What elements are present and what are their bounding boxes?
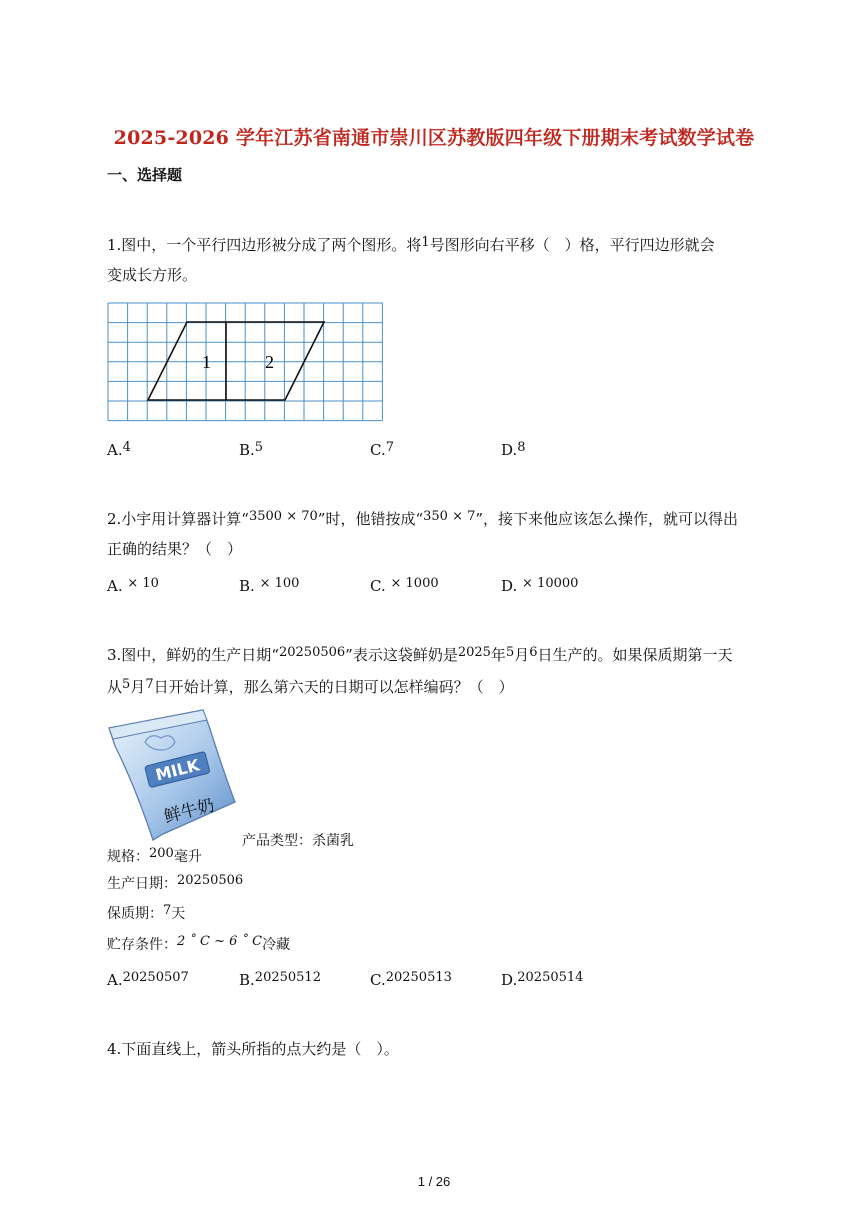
q2-option-a[interactable]: A. $^{\times 10}$ — [107, 576, 159, 595]
figure-label-2: 2 — [265, 352, 274, 372]
page-number: 1 / 26 — [417, 1174, 451, 1189]
shelf-life-line: 保质期：7天 — [107, 903, 186, 922]
q2-option-d[interactable]: D. $^{\times 10000}$ — [501, 576, 579, 595]
q3-option-d[interactable]: D.$^{20250514}$ — [501, 970, 584, 989]
milk-label-text: 鲜牛奶 — [162, 795, 217, 828]
figure-label-1: 1 — [202, 352, 211, 372]
production-date-line: 生产日期：20250506 — [107, 873, 244, 892]
page-title: 2025-2026 学年江苏省南通市崇川区苏教版四年级下册期末考试数学试卷 — [113, 127, 755, 149]
q1-option-c[interactable]: C.$^7$ — [370, 440, 394, 459]
q2-option-b[interactable]: B. $^{\times 100}$ — [239, 576, 300, 595]
parallelogram-shape — [148, 322, 324, 400]
q2-option-c[interactable]: C. $^{\times 1000}$ — [370, 576, 439, 595]
question-3-text: 3.图中，鲜奶的生产日期“20250506”表示这袋鲜奶是2025年5月6日生产的。如果保质期第一天 从5月7日开始计算，那么第六天的日期可以怎样编码？（ ） — [107, 645, 733, 696]
q1-option-a[interactable]: A.$^4$ — [107, 440, 131, 459]
storage-line: 贮存条件：2 ˚ C ~ 6 ˚ C冷藏 — [107, 934, 291, 953]
q1-option-d[interactable]: D.$^8$ — [501, 440, 526, 459]
milk-pack-image — [105, 706, 240, 841]
q1-option-b[interactable]: B.$^5$ — [239, 440, 264, 459]
spec-line: 规格：200毫升 — [107, 846, 202, 865]
question-2-text: 2.小宇用计算器计算“3500 × 70”时，他错按成“350 × 7”，接下来他应该怎么操作，就可以得出 正确的结果？（ ） — [107, 509, 739, 558]
milk-brand-text: MILK — [153, 755, 202, 785]
section-heading: 一、选择题 — [107, 166, 183, 184]
question-4-text: 4.下面直线上，箭头所指的点大约是（ ）。 — [107, 1040, 399, 1058]
q3-option-a[interactable]: A.$^{20250507}$ — [107, 970, 189, 989]
grid-figure — [107, 302, 385, 422]
question-1-text: 1.图中，一个平行四边形被分成了两个图形。将1号图形向右平移（ ）格，平行四边形就会 变成长方形。 — [107, 235, 715, 284]
product-type: 产品类型：杀菌乳 — [242, 833, 354, 849]
q3-option-b[interactable]: B.$^{20250512}$ — [239, 970, 321, 989]
q3-option-c[interactable]: C.$^{20250513}$ — [370, 970, 452, 989]
